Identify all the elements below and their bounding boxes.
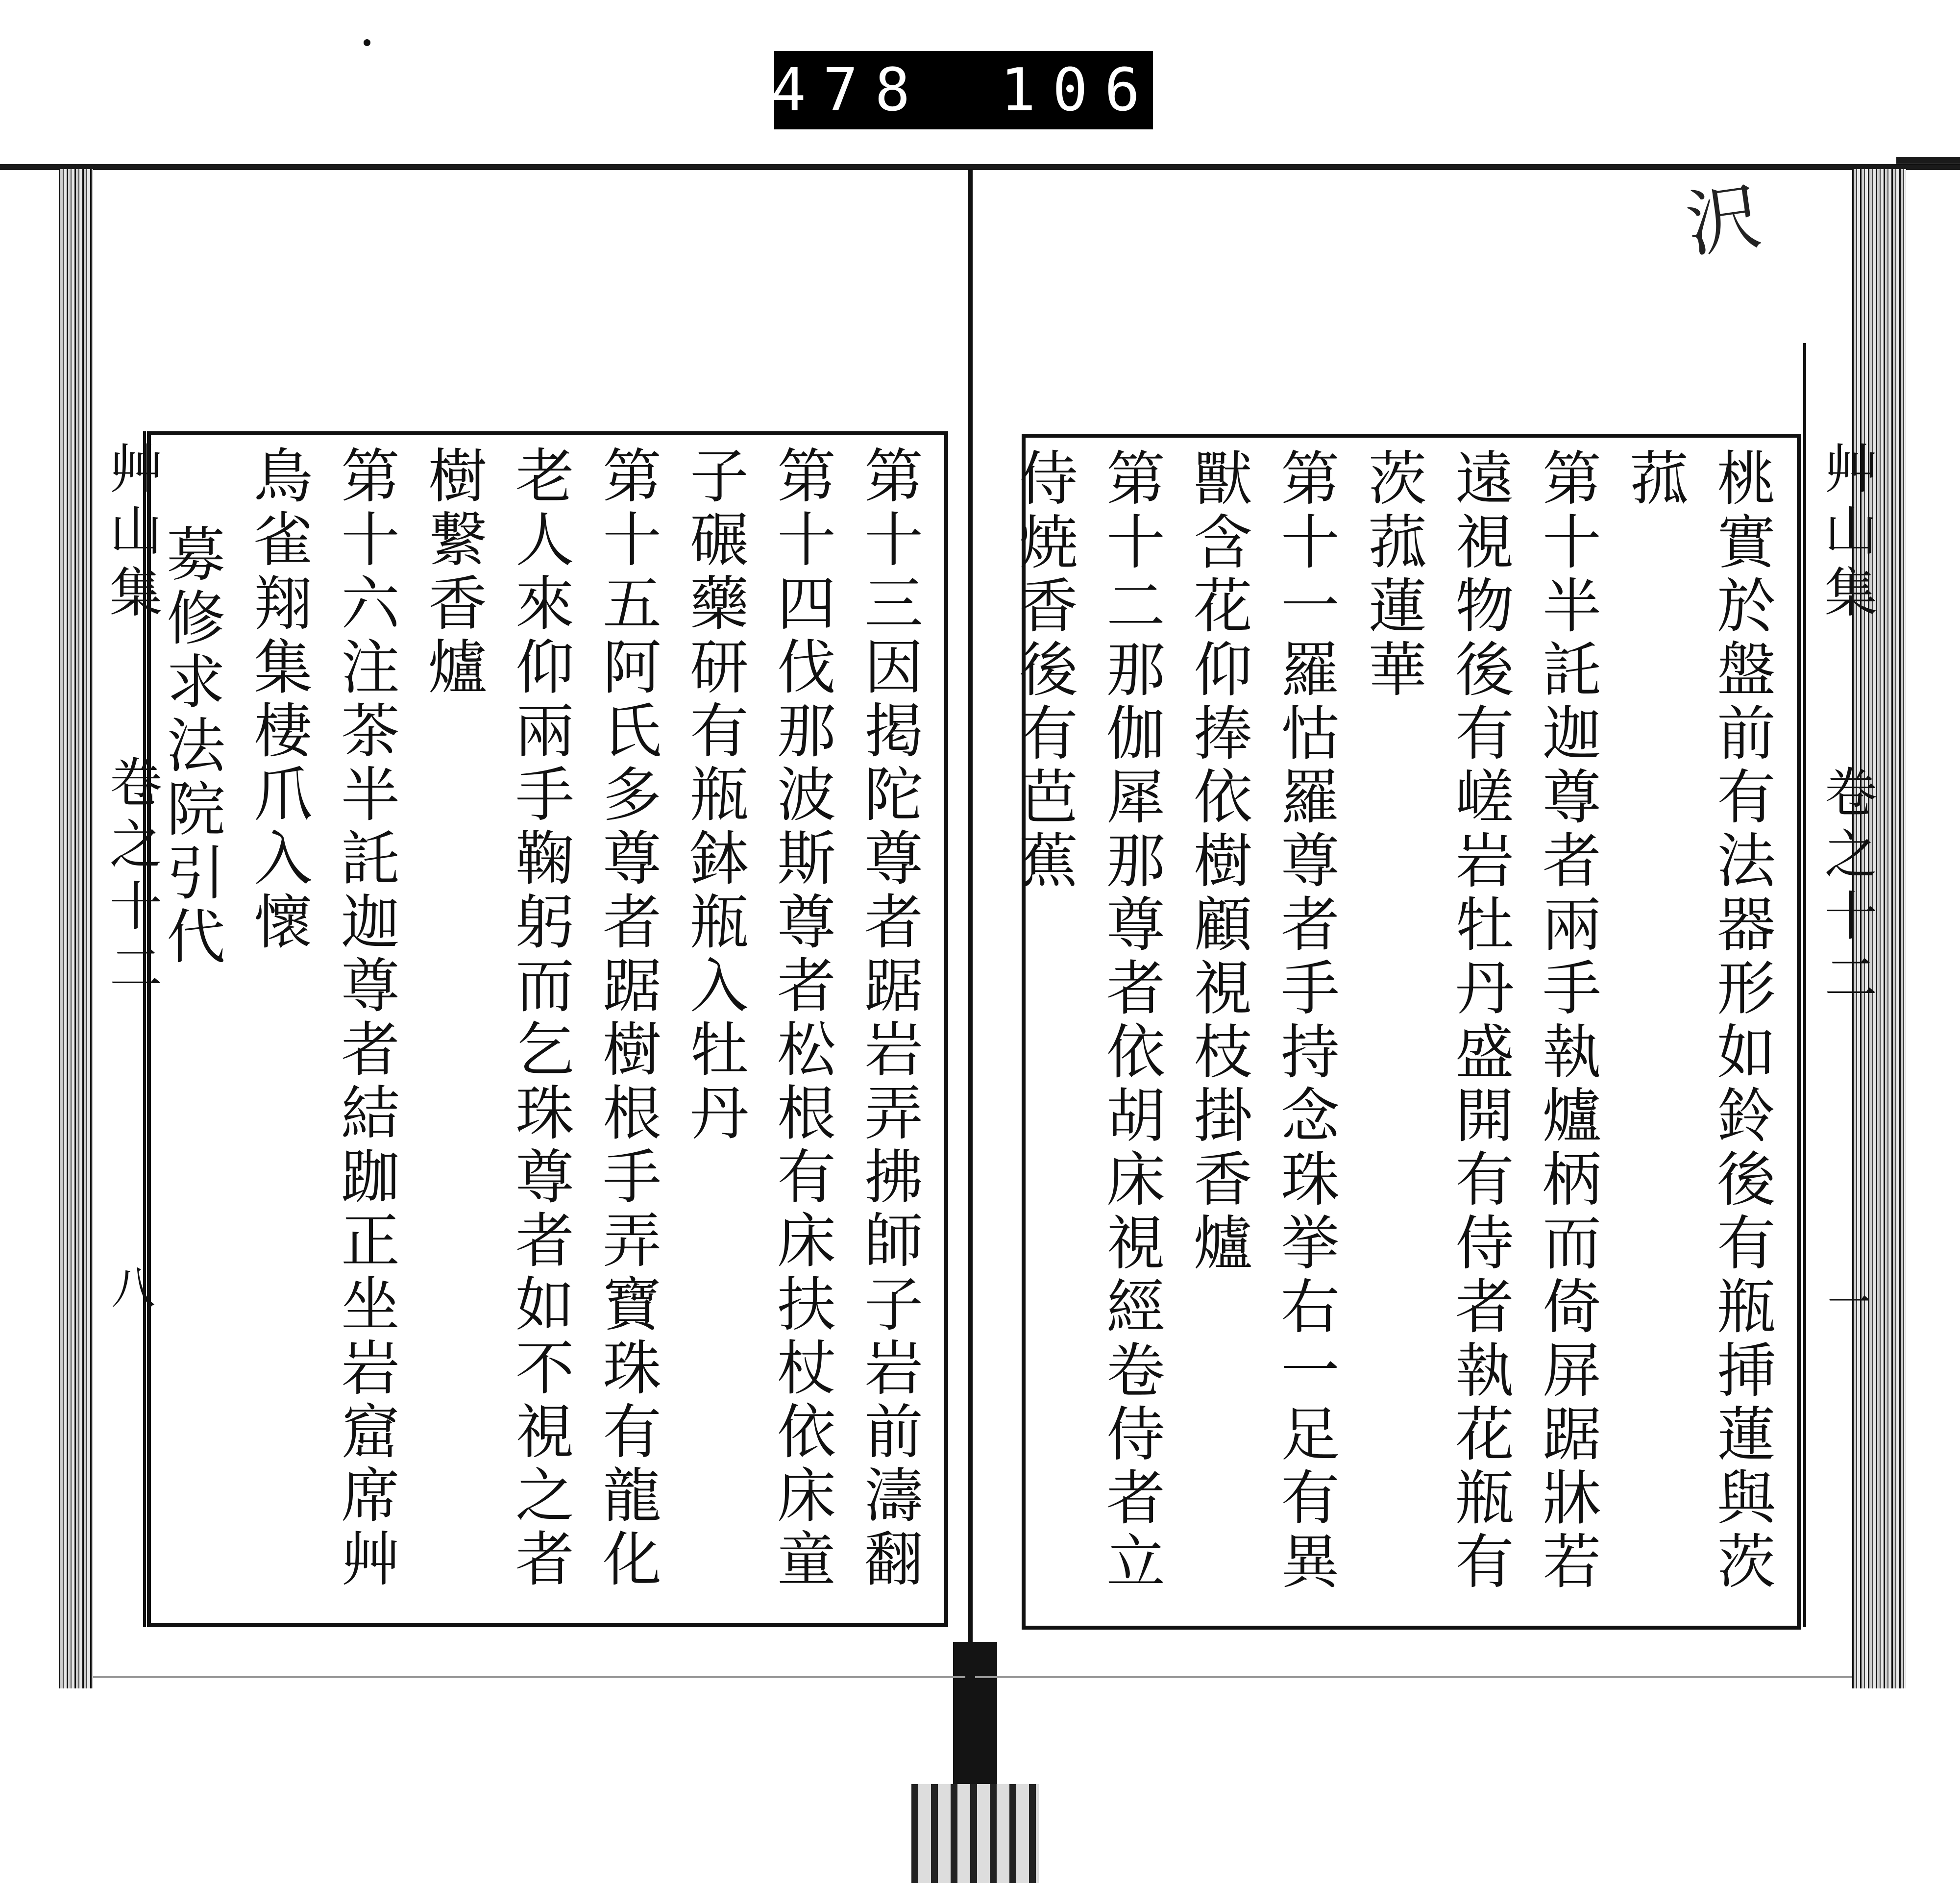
- text-column: 菰: [1620, 447, 1688, 511]
- text-column: 第十一羅怙羅尊者手持念珠挙右一足有異: [1271, 447, 1339, 1594]
- right-text-columns: [1009, 438, 1785, 1626]
- text-column: 第十半託迦尊者兩手執爐柄而倚屏踞牀若: [1533, 447, 1601, 1594]
- text-column: 第十四伐那波斯尊者松根有床扶杖依床童: [767, 445, 835, 1592]
- ink-speck: [364, 39, 370, 46]
- text-column: 遠視物後有嵯岩牡丹盛開有侍者執花瓶有: [1446, 447, 1514, 1594]
- catalog-number-left: 478: [770, 56, 927, 124]
- text-column: 第十五阿氏多尊者踞樹根手弄寶珠有龍化: [593, 445, 661, 1592]
- top-binding-edge: [0, 164, 1960, 170]
- right-hashira-rule: [1803, 343, 1806, 1627]
- center-gutter: [968, 169, 973, 1708]
- catalog-number-right: 106: [1000, 56, 1157, 124]
- text-column: 第十二那伽犀那尊者依胡床視經卷侍者立: [1097, 447, 1165, 1594]
- text-column: 第十三因掲陀尊者踞岩弄拂師子岩前濤翻: [855, 445, 923, 1592]
- right-page: [975, 176, 1877, 1678]
- left-hashira-volume: 卷之十二: [100, 755, 162, 1002]
- text-column: 樹繋香爐: [418, 445, 487, 700]
- text-column: 募修求法院引代: [157, 523, 225, 969]
- clamp-base: [911, 1784, 1039, 1883]
- text-column: 茨菰蓮華: [1358, 447, 1426, 702]
- text-column: 獸含花仰捧依樹顧視枝掛香爐: [1184, 447, 1252, 1276]
- left-page-edge: [59, 169, 93, 1688]
- right-hashira-volume: 卷之十二: [1815, 765, 1877, 1012]
- text-column: 子碾藥研有瓶鉢瓶入牡丹: [680, 445, 748, 1146]
- right-text-frame: [1009, 434, 1801, 1630]
- marginal-note: 沢: [1681, 174, 1766, 269]
- left-hashira-title: 艸山集: [100, 441, 162, 626]
- right-leaf-number: 一: [1819, 1279, 1871, 1323]
- right-hashira-title: 艸山集: [1815, 441, 1877, 626]
- catalog-label: [770, 51, 1157, 129]
- left-text-columns: [153, 435, 932, 1623]
- left-leaf-number: 八: [103, 1264, 155, 1309]
- text-column: 侍焼香後有芭蕉: [1009, 447, 1078, 893]
- text-column: 桃實於盤前有法器形如鈴後有瓶挿蓮與茨: [1707, 447, 1775, 1594]
- top-binding-edge-right: [1896, 157, 1960, 164]
- text-column: 鳥雀翔集棲爪入懷: [244, 445, 312, 955]
- text-column: 老人來仰兩手鞠躬而乞珠尊者如不視之者: [506, 445, 574, 1592]
- text-column: 第十六注茶半託迦尊者結跏正坐岩窟席艸: [331, 445, 399, 1592]
- left-page: [93, 176, 965, 1678]
- left-text-frame: [147, 431, 948, 1627]
